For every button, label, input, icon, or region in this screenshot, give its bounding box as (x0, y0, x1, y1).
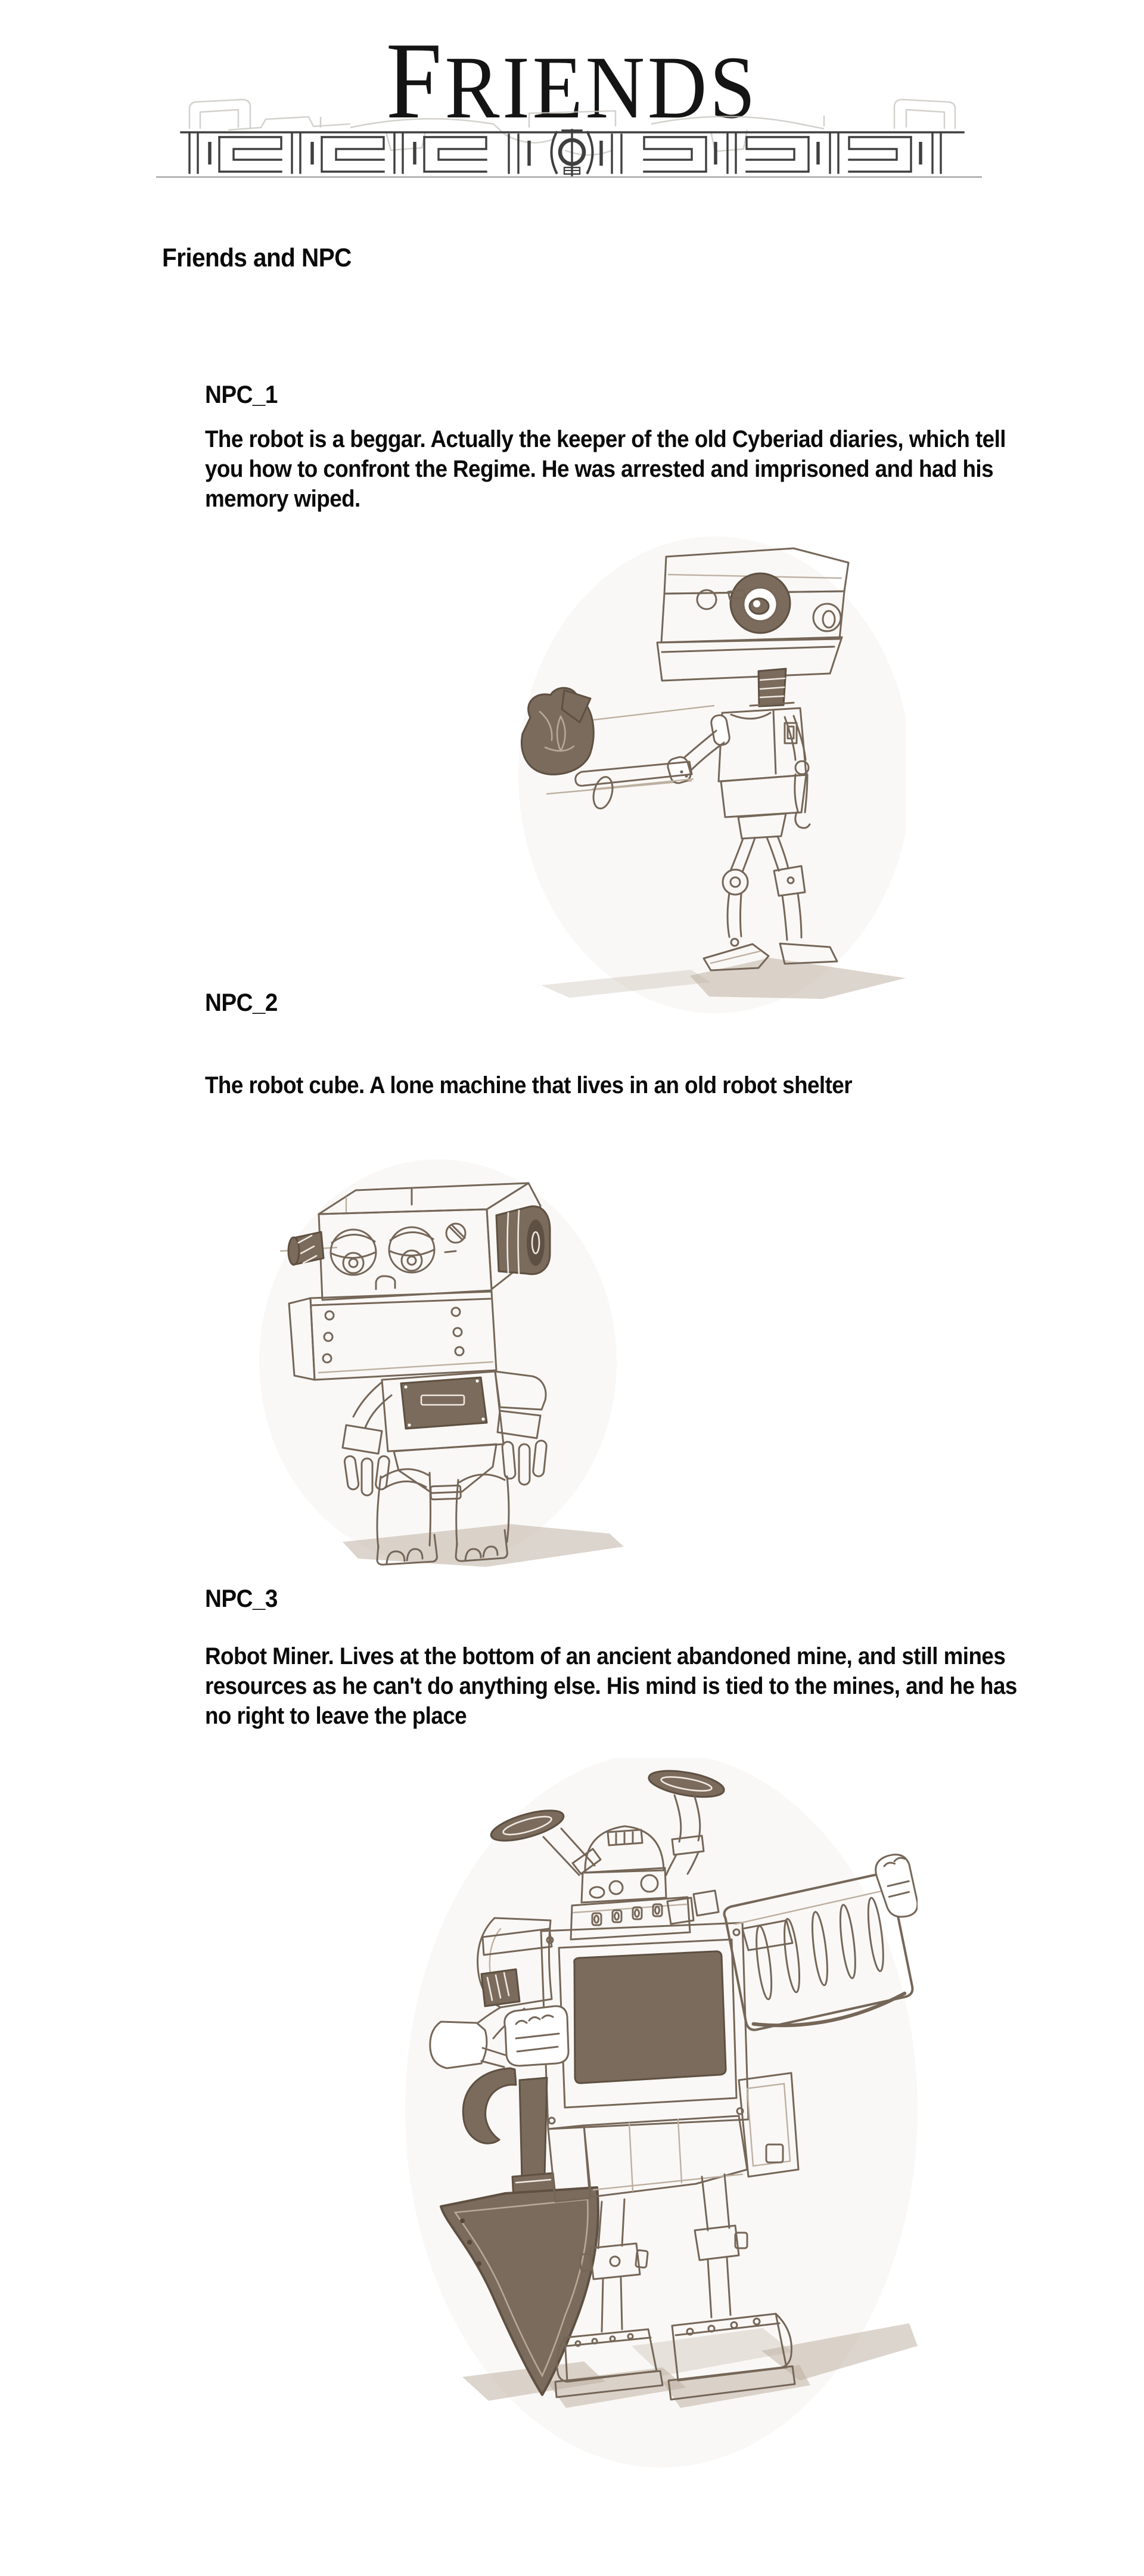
npc1-robot-beggar-illustration (512, 536, 906, 1019)
npc3-description: Robot Miner. Lives at the bottom of an ancient abandoned mine, and still mines resources as he can't do anything else. His mind is tied to the mines, and he has no right to leave the place (205, 1643, 1017, 1729)
npc1-description: The robot is a beggar. Actually the keeper of the old Cyberiad diaries, which tell you how to confront the Regime. He was arrested and imprisoned and had his memory wiped. (205, 426, 1006, 512)
meander-band (181, 130, 963, 175)
greek-key-ornament (172, 93, 973, 178)
npc3-name: NPC_3 (205, 1584, 278, 1612)
center-eye-ornament (552, 130, 593, 175)
npc2-robot-cube-illustration (259, 1159, 694, 1576)
page-title: FRIENDS (386, 20, 758, 141)
npc2-description: The robot cube. A lone machine that lives in an old robot shelter (205, 1072, 852, 1098)
npc1-name: NPC_1 (205, 380, 278, 408)
npc3-robot-miner-illustration (405, 1758, 918, 2479)
header-divider (156, 176, 982, 178)
main-heading: Friends and NPC (162, 243, 352, 272)
npc2-name: NPC_2 (205, 988, 278, 1016)
